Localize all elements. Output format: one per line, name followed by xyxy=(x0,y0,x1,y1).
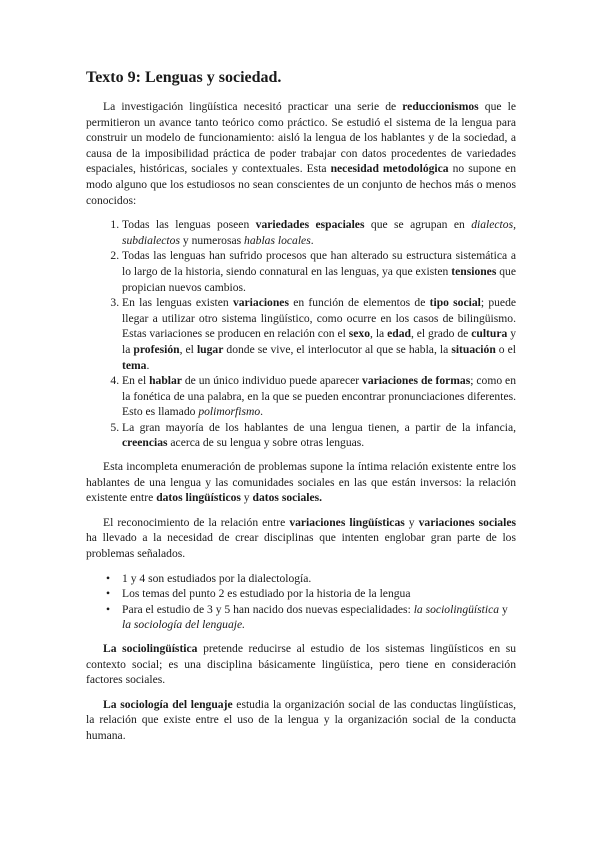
list-item xyxy=(122,373,516,420)
bullet-item xyxy=(106,602,516,633)
text: pretende reducirse al estudio de los sistemas lingüísticos en su contexto social; es una disciplina básicamente lingüística, pero tiene en consideración factores sociales. xyxy=(86,642,517,687)
bullet-list xyxy=(86,571,516,633)
paragraph xyxy=(86,515,516,562)
bullet-icon: • xyxy=(106,571,111,585)
italic-term: hablas locales xyxy=(244,233,311,247)
bold-term: datos sociales. xyxy=(252,491,323,505)
text: ha llevado a la necesidad de crear disciplinas que intenten englobar gran parte de los problemas señalados. xyxy=(86,531,516,561)
bold-term: tensiones xyxy=(451,264,497,278)
text: Todas las lenguas poseen xyxy=(122,218,256,232)
text: Los temas del punto 2 es estudiado por la historia de la lengua xyxy=(122,587,411,601)
bold-term: La sociolingüística xyxy=(103,642,198,655)
bullet-icon: • xyxy=(106,587,111,601)
text: ; como en la fonética de una palabra, en la que se pueden encontrar pronunciaciones diferentes. Esto es llamado xyxy=(122,374,516,419)
document-title: Texto 9: Lenguas y sociedad. xyxy=(86,69,282,86)
numbered-list xyxy=(86,217,516,451)
text: En el xyxy=(122,374,150,388)
italic-term: la sociolingüística xyxy=(413,602,500,616)
document-page xyxy=(86,68,516,753)
text: Todas las lenguas han sufrido procesos que han alterado su estructura sistemática a lo largo de la historia, siendo connatural en las lenguas, ya que existen xyxy=(122,249,516,278)
bold-term: profesión xyxy=(133,342,180,356)
bold-term: variaciones xyxy=(232,296,289,310)
bold-term: tipo social xyxy=(429,296,481,310)
paragraph xyxy=(86,641,516,688)
text: Esta incompleta enumeración de problemas supone la íntima relación existente entre los hablantes de una lengua y las comunidades sociales en las que están inversos: la relación existente entre xyxy=(86,460,516,505)
text: y numerosas xyxy=(179,233,245,247)
text: , el grado de xyxy=(410,327,472,341)
paragraph xyxy=(86,697,516,744)
text: en función de elementos de xyxy=(288,296,430,310)
bold-term: tema xyxy=(122,358,147,372)
text: y xyxy=(499,602,508,616)
bold-term: hablar xyxy=(149,374,182,388)
text: que propician nuevos cambios. xyxy=(122,264,516,294)
text: que le permitieron un avance tanto teórico como práctico. Se estudió el sistema de la lengua para construir un modelo de funcionamiento: aisló la lengua de los hablantes y de la sociedad, a causa de la imposibilidad práctica de poder trabajar con datos procedentes de variedades espaciales, históricas, sociales y contextuales. Esta xyxy=(86,100,516,176)
bold-term: variedades espaciales xyxy=(255,218,365,232)
italic-term: la sociología del lenguaje. xyxy=(122,618,246,632)
bold-term: variaciones lingüísticas xyxy=(289,515,405,529)
text: y xyxy=(404,515,419,529)
text: o el xyxy=(495,342,517,356)
text: La investigación lingüística necesitó practicar una serie de xyxy=(103,100,403,113)
text: , el xyxy=(179,342,197,356)
bold-term: lugar xyxy=(196,342,224,356)
text: y xyxy=(240,491,253,505)
text: El reconocimiento de la relación entre xyxy=(103,515,290,529)
text: , la xyxy=(370,327,388,341)
paragraph xyxy=(86,459,516,506)
list-item xyxy=(122,217,516,248)
bold-term: sexo xyxy=(348,327,371,341)
text: no supone en modo alguno que los estudiosos no sean conscientes de un conjunto de hechos más o menos conocidos: xyxy=(86,162,516,207)
bold-term: situación xyxy=(451,342,496,356)
text: donde se vive, el interlocutor al que se habla, la xyxy=(223,342,452,356)
italic-term: dialectos, subdialectos xyxy=(122,218,516,247)
text: Para el estudio de 3 y 5 han nacido dos nuevas especialidades: xyxy=(122,602,414,616)
text: . xyxy=(146,358,150,372)
text: En las lenguas existen xyxy=(122,296,233,310)
bold-term: creencias xyxy=(122,436,168,450)
bold-term: reduccionismos xyxy=(402,100,479,113)
list-item xyxy=(122,420,516,451)
text: . xyxy=(260,405,264,419)
text: 1 y 4 son estudiados por la dialectología. xyxy=(122,571,312,585)
intro-paragraph xyxy=(86,99,516,208)
text: acerca de su lengua y sobre otras lenguas. xyxy=(167,436,365,450)
bold-term: edad xyxy=(387,327,411,341)
italic-term: polimorfismo xyxy=(198,405,261,419)
bold-term: necesidad metodológica xyxy=(330,162,449,176)
bullet-item xyxy=(106,586,516,602)
text: que se agrupan en xyxy=(364,218,472,232)
bold-term: cultura xyxy=(471,327,508,341)
bold-term: variaciones sociales xyxy=(418,515,516,529)
list-item xyxy=(122,295,516,373)
text: de un único individuo puede aparecer xyxy=(181,374,363,388)
text: La gran mayoría de los hablantes de una lengua tienen, a partir de la infancia, xyxy=(122,420,516,434)
bold-term: La sociología del lenguaje xyxy=(103,697,233,711)
text: . xyxy=(310,233,314,247)
list-item xyxy=(122,248,516,295)
text: estudia la organización social de las conductas lingüísticas, la relación que existe entre el uso de la lengua y la organización social de la conducta humana. xyxy=(86,697,516,742)
bullet-icon: • xyxy=(106,602,111,616)
bold-term: variaciones de formas xyxy=(362,374,471,388)
bullet-item xyxy=(106,571,516,587)
bold-term: datos lingüísticos xyxy=(156,491,241,505)
text: ; puede llegar a utilizar otro sistema lingüístico, como ocurre en los casos de bilingüismo. Estas variaciones se producen en relación con el xyxy=(122,296,517,341)
text: y la xyxy=(122,327,517,356)
